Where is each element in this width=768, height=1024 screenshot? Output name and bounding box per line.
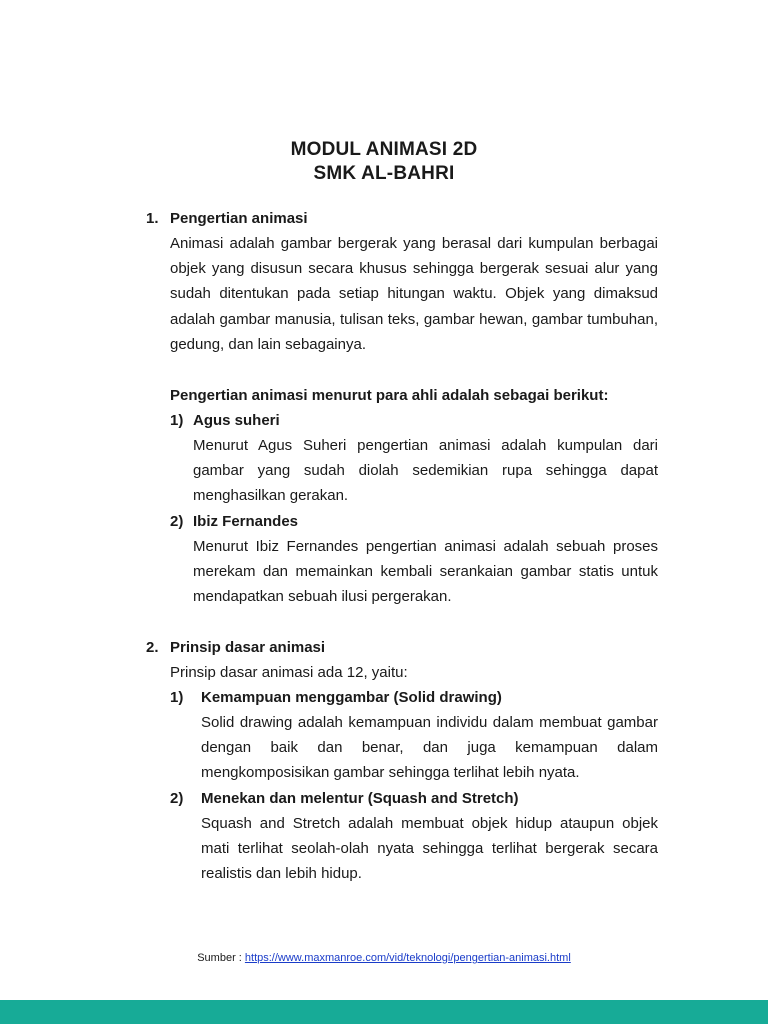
principle-2-number: 2) (170, 790, 184, 807)
section-2-intro: Prinsip dasar animasi ada 12, yaitu: (170, 664, 408, 681)
section-1-heading: Pengertian animasi (170, 210, 308, 227)
document-title: MODUL ANIMASI 2D (290, 139, 478, 160)
source-label: Sumber : (197, 952, 245, 964)
section-1-number: 1. (146, 210, 159, 227)
experts-heading: Pengertian animasi menurut para ahli adalah sebagai berikut: (170, 387, 609, 404)
expert-2-number: 2) (170, 513, 184, 530)
principle-1-name: Kemampuan menggambar (Solid drawing) (201, 689, 502, 706)
source-link[interactable]: https://www.maxmanroe.com/vid/teknologi/pengertian-animasi.html (244, 952, 571, 964)
expert-1-name: Agus suheri (193, 412, 280, 429)
principle-1-text: Solid drawing adalah kemampuan individu dalam membuat gambar dengan baik dan benar, dan juga kemampuan dalam mengkomposisikan gambar sehingga terlihat lebih nyata. (201, 714, 658, 782)
expert-1-number: 1) (170, 412, 184, 429)
principle-2-text: Squash and Stretch adalah membuat objek hidup ataupun objek mati terlihat seolah-olah nyata sehingga terlihat bergerak secara realistis dan lebih hidup. (201, 815, 658, 883)
footer-bar (0, 1000, 768, 1024)
expert-2-text: Menurut Ibiz Fernandes pengertian animasi adalah sebuah proses merekam dan memainkan kembali serankaian gambar statis untuk mendapatkan sebuah ilusi pergerakan. (193, 538, 658, 606)
document-subtitle: SMK AL-BAHRI (313, 163, 455, 184)
expert-2-name: Ibiz Fernandes (193, 513, 299, 530)
source-footer (0, 950, 768, 966)
section-2-heading: Prinsip dasar animasi (170, 639, 326, 656)
expert-1-text: Menurut Agus Suheri pengertian animasi adalah kumpulan dari gambar yang sudah diolah sedemikian rupa sehingga dapat menghasilkan gerakan. (193, 437, 658, 505)
principle-2-name: Menekan dan melentur (Squash and Stretch) (201, 790, 519, 807)
section-1-body: Animasi adalah gambar bergerak yang berasal dari kumpulan berbagai objek yang disusun secara khusus sehingga bergerak sesuai alur yang sudah ditentukan pada setiap hitungan waktu. Objek yang dimaksud adalah gambar manusia, tulisan teks, gambar hewan, gambar tumbuhan, gedung, dan lain sebagainya. (170, 235, 658, 353)
section-2-number: 2. (146, 639, 159, 656)
principle-1-number: 1) (170, 689, 184, 706)
